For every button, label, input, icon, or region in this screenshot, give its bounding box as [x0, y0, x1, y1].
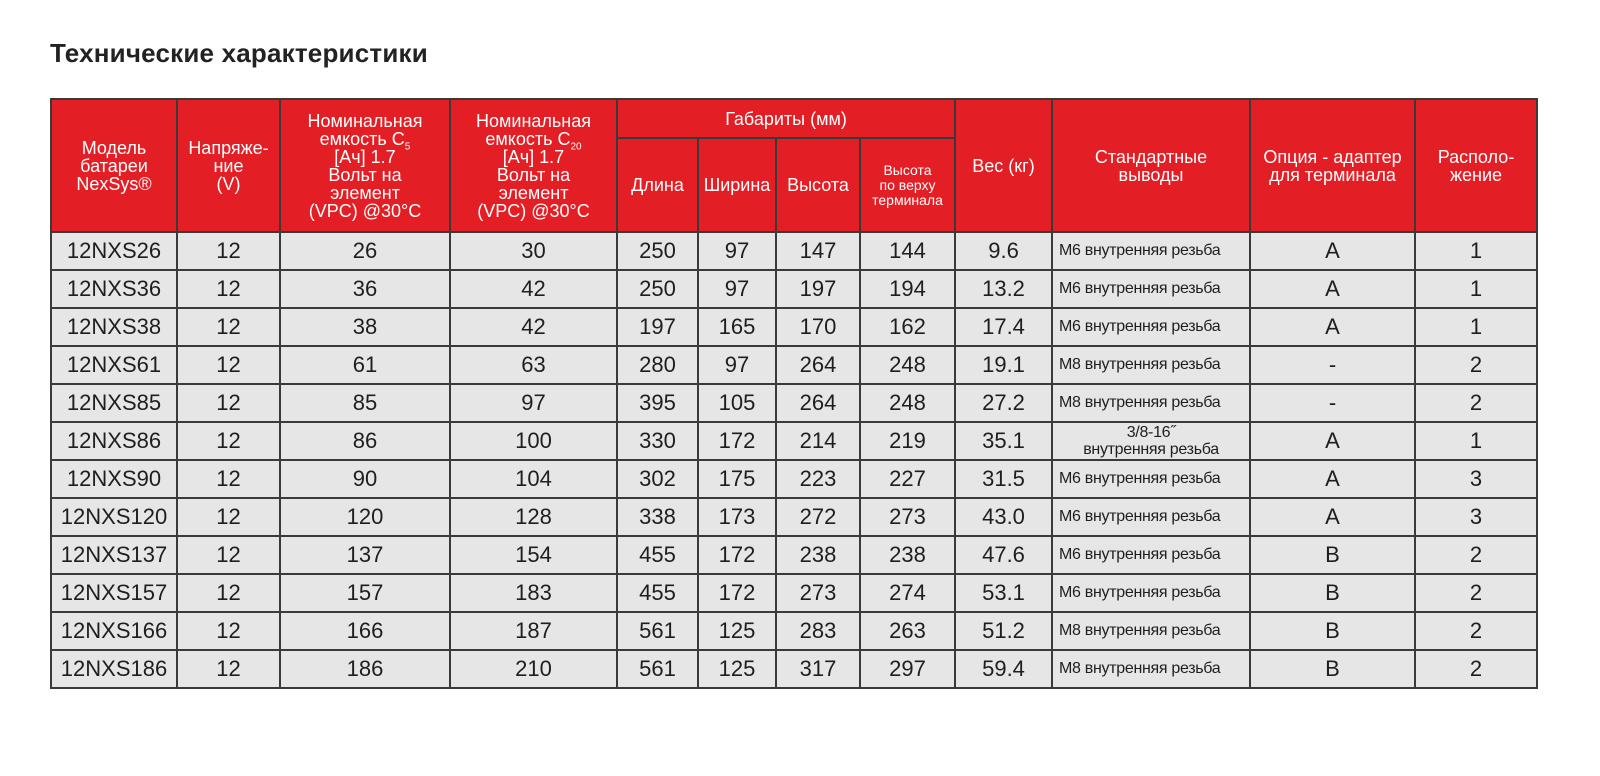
header-length: Длина	[617, 138, 698, 232]
cell-voltage: 12	[177, 308, 280, 346]
cell-adapter: A	[1250, 232, 1415, 270]
cell-capacity-c20: 104	[450, 460, 617, 498]
header-c5-line: [Ач] 1.7	[334, 146, 396, 167]
cell-model: 12NXS38	[51, 308, 177, 346]
cell-capacity-c20: 210	[450, 650, 617, 688]
cell-voltage: 12	[177, 384, 280, 422]
cell-terminals-line: M6 внутренняя резьба	[1059, 584, 1221, 601]
cell-terminals-line: M6 внутренняя резьба	[1059, 242, 1221, 259]
header-terminal-height-line: Высота	[883, 161, 932, 178]
table-row	[51, 232, 1537, 270]
cell-weight: 27.2	[955, 384, 1052, 422]
cell-adapter: A	[1250, 460, 1415, 498]
cell-adapter: A	[1250, 270, 1415, 308]
cell-layout: 1	[1415, 308, 1537, 346]
header-c5-line	[283, 128, 447, 153]
cell-weight: 43.0	[955, 498, 1052, 536]
table-row	[51, 650, 1537, 688]
cell-terminal-height: 162	[860, 308, 955, 346]
cell-voltage: 12	[177, 612, 280, 650]
cell-terminals	[1052, 232, 1250, 270]
cell-terminals	[1052, 650, 1250, 688]
cell-model: 12NXS86	[51, 422, 177, 460]
cell-width: 105	[698, 384, 776, 422]
cell-terminals	[1052, 308, 1250, 346]
cell-length: 561	[617, 650, 698, 688]
cell-terminals	[1052, 384, 1250, 422]
cell-width: 165	[698, 308, 776, 346]
cell-voltage: 12	[177, 460, 280, 498]
cell-height: 273	[776, 574, 860, 612]
header-row-1	[51, 99, 1537, 138]
cell-height: 147	[776, 232, 860, 270]
cell-width: 173	[698, 498, 776, 536]
header-adapter-line: для терминала	[1269, 164, 1396, 185]
cell-length: 197	[617, 308, 698, 346]
cell-voltage: 12	[177, 346, 280, 384]
cell-length: 250	[617, 232, 698, 270]
cell-layout: 1	[1415, 232, 1537, 270]
header-voltage-line: ние	[213, 155, 244, 176]
header-terminal-height	[860, 138, 955, 232]
cell-terminals	[1052, 498, 1250, 536]
header-c20-subscript: 20	[570, 141, 582, 153]
cell-voltage: 12	[177, 536, 280, 574]
header-model-line: батареи	[80, 155, 148, 176]
cell-model: 12NXS166	[51, 612, 177, 650]
cell-width: 97	[698, 346, 776, 384]
cell-adapter: -	[1250, 384, 1415, 422]
table-row	[51, 498, 1537, 536]
cell-width: 172	[698, 574, 776, 612]
header-dimensions: Габариты (мм)	[617, 99, 955, 138]
cell-terminals-line: M6 внутренняя резьба	[1059, 470, 1221, 487]
header-c20-line: [Ач] 1.7	[502, 146, 565, 167]
cell-terminal-height: 194	[860, 270, 955, 308]
header-c20-text: емкость C	[485, 128, 571, 149]
cell-weight: 19.1	[955, 346, 1052, 384]
header-c5-text: емкость C	[319, 128, 405, 149]
cell-height: 272	[776, 498, 860, 536]
cell-terminal-height: 273	[860, 498, 955, 536]
cell-length: 455	[617, 574, 698, 612]
cell-width: 97	[698, 270, 776, 308]
cell-capacity-c5: 186	[280, 650, 450, 688]
cell-capacity-c20: 97	[450, 384, 617, 422]
cell-width: 172	[698, 422, 776, 460]
cell-capacity-c20: 183	[450, 574, 617, 612]
cell-layout: 3	[1415, 498, 1537, 536]
cell-width: 97	[698, 232, 776, 270]
table-header	[51, 99, 1537, 232]
cell-weight: 53.1	[955, 574, 1052, 612]
cell-terminals-line: M8 внутренняя резьба	[1059, 356, 1221, 373]
cell-adapter: B	[1250, 650, 1415, 688]
cell-terminals	[1052, 270, 1250, 308]
cell-capacity-c20: 42	[450, 270, 617, 308]
cell-capacity-c5: 120	[280, 498, 450, 536]
cell-height: 238	[776, 536, 860, 574]
cell-capacity-c20: 100	[450, 422, 617, 460]
cell-height: 283	[776, 612, 860, 650]
table-row	[51, 460, 1537, 498]
header-voltage	[177, 99, 280, 232]
cell-layout: 2	[1415, 384, 1537, 422]
cell-height: 197	[776, 270, 860, 308]
table-row	[51, 612, 1537, 650]
header-height: Высота	[776, 138, 860, 232]
cell-terminals	[1052, 346, 1250, 384]
table-body	[51, 232, 1537, 688]
header-weight: Вес (кг)	[955, 99, 1052, 232]
header-model-line: Модель	[81, 137, 147, 158]
cell-width: 125	[698, 650, 776, 688]
cell-capacity-c5: 61	[280, 346, 450, 384]
cell-adapter: A	[1250, 422, 1415, 460]
cell-terminal-height: 248	[860, 384, 955, 422]
cell-model: 12NXS90	[51, 460, 177, 498]
cell-model: 12NXS186	[51, 650, 177, 688]
cell-terminal-height: 297	[860, 650, 955, 688]
cell-voltage: 12	[177, 270, 280, 308]
header-layout	[1415, 99, 1537, 232]
cell-capacity-c20: 30	[450, 232, 617, 270]
cell-voltage: 12	[177, 232, 280, 270]
cell-layout: 2	[1415, 536, 1537, 574]
cell-layout: 2	[1415, 650, 1537, 688]
header-c5-line: Вольт на	[328, 164, 402, 185]
cell-model: 12NXS85	[51, 384, 177, 422]
cell-width: 175	[698, 460, 776, 498]
header-capacity-c5	[280, 99, 450, 232]
spec-table	[50, 98, 1538, 689]
cell-length: 338	[617, 498, 698, 536]
header-c20-line: (VPC) @30°C	[477, 200, 590, 221]
cell-model: 12NXS120	[51, 498, 177, 536]
cell-length: 302	[617, 460, 698, 498]
cell-length: 250	[617, 270, 698, 308]
cell-voltage: 12	[177, 650, 280, 688]
cell-height: 170	[776, 308, 860, 346]
table-row	[51, 422, 1537, 460]
cell-terminals-line: M6 внутренняя резьба	[1059, 280, 1221, 297]
table-row	[51, 270, 1537, 308]
header-terminals	[1052, 99, 1250, 232]
cell-capacity-c5: 85	[280, 384, 450, 422]
cell-weight: 35.1	[955, 422, 1052, 460]
header-voltage-line: Напряже-	[188, 137, 269, 158]
cell-terminals-line: M6 внутренняя резьба	[1059, 508, 1221, 525]
header-c20-line: Номинальная	[476, 110, 591, 131]
cell-capacity-c5: 38	[280, 308, 450, 346]
cell-terminals	[1052, 422, 1250, 460]
cell-terminals-line: внутренняя резьба	[1083, 441, 1219, 458]
cell-terminals-line: M6 внутренняя резьба	[1059, 318, 1221, 335]
cell-terminal-height: 263	[860, 612, 955, 650]
cell-terminal-height: 227	[860, 460, 955, 498]
cell-height: 214	[776, 422, 860, 460]
cell-model: 12NXS26	[51, 232, 177, 270]
table-row	[51, 384, 1537, 422]
cell-terminal-height: 219	[860, 422, 955, 460]
cell-terminals	[1052, 574, 1250, 612]
table-row	[51, 574, 1537, 612]
header-c20-line: Вольт на	[496, 164, 571, 185]
cell-capacity-c5: 90	[280, 460, 450, 498]
cell-terminals-line: M6 внутренняя резьба	[1059, 546, 1221, 563]
header-width: Ширина	[698, 138, 776, 232]
cell-height: 264	[776, 346, 860, 384]
header-c20-line	[453, 128, 614, 153]
header-model-line: NexSys®	[76, 173, 152, 194]
cell-adapter: A	[1250, 308, 1415, 346]
header-adapter-line: Опция - адаптер	[1263, 146, 1402, 167]
header-terminals-line: выводы	[1118, 164, 1184, 185]
page-title: Технические характеристики	[50, 38, 428, 68]
cell-voltage: 12	[177, 498, 280, 536]
cell-capacity-c20: 187	[450, 612, 617, 650]
table-row	[51, 346, 1537, 384]
cell-length: 561	[617, 612, 698, 650]
cell-length: 395	[617, 384, 698, 422]
header-voltage-line: (V)	[216, 173, 241, 194]
cell-terminals	[1052, 612, 1250, 650]
cell-model: 12NXS36	[51, 270, 177, 308]
cell-terminal-height: 238	[860, 536, 955, 574]
cell-terminals-line: M8 внутренняя резьба	[1059, 394, 1221, 411]
cell-adapter: -	[1250, 346, 1415, 384]
table-row	[51, 308, 1537, 346]
cell-model: 12NXS157	[51, 574, 177, 612]
cell-layout: 2	[1415, 346, 1537, 384]
cell-capacity-c5: 36	[280, 270, 450, 308]
cell-capacity-c5: 166	[280, 612, 450, 650]
cell-model: 12NXS137	[51, 536, 177, 574]
header-c5-line: (VPC) @30°C	[308, 200, 422, 221]
cell-layout: 1	[1415, 422, 1537, 460]
cell-capacity-c5: 86	[280, 422, 450, 460]
cell-height: 223	[776, 460, 860, 498]
cell-terminals	[1052, 460, 1250, 498]
cell-length: 280	[617, 346, 698, 384]
cell-terminal-height: 248	[860, 346, 955, 384]
cell-capacity-c20: 63	[450, 346, 617, 384]
cell-weight: 31.5	[955, 460, 1052, 498]
cell-weight: 51.2	[955, 612, 1052, 650]
cell-layout: 2	[1415, 574, 1537, 612]
cell-length: 330	[617, 422, 698, 460]
header-c5-subscript: 5	[404, 141, 411, 153]
cell-weight: 13.2	[955, 270, 1052, 308]
header-adapter	[1250, 99, 1415, 232]
cell-capacity-c5: 157	[280, 574, 450, 612]
header-terminals-line: Стандартные	[1094, 146, 1208, 167]
cell-voltage: 12	[177, 422, 280, 460]
cell-terminals-line: M8 внутренняя резьба	[1059, 622, 1221, 639]
cell-weight: 59.4	[955, 650, 1052, 688]
cell-length: 455	[617, 536, 698, 574]
cell-adapter: B	[1250, 574, 1415, 612]
cell-capacity-c20: 42	[450, 308, 617, 346]
cell-weight: 47.6	[955, 536, 1052, 574]
header-capacity-c20	[450, 99, 617, 232]
cell-terminals	[1052, 536, 1250, 574]
cell-capacity-c20: 128	[450, 498, 617, 536]
header-layout-line: жение	[1449, 164, 1503, 185]
header-c20-line: элемент	[498, 182, 569, 203]
cell-layout: 2	[1415, 612, 1537, 650]
cell-terminal-height: 274	[860, 574, 955, 612]
cell-adapter: B	[1250, 612, 1415, 650]
cell-capacity-c5: 26	[280, 232, 450, 270]
table-row	[51, 536, 1537, 574]
header-c5-line: элемент	[330, 182, 400, 203]
cell-width: 172	[698, 536, 776, 574]
header-model	[51, 99, 177, 232]
cell-weight: 9.6	[955, 232, 1052, 270]
cell-width: 125	[698, 612, 776, 650]
cell-voltage: 12	[177, 574, 280, 612]
cell-terminal-height: 144	[860, 232, 955, 270]
cell-capacity-c5: 137	[280, 536, 450, 574]
cell-model: 12NXS61	[51, 346, 177, 384]
cell-adapter: B	[1250, 536, 1415, 574]
header-c5-line: Номинальная	[307, 110, 423, 131]
cell-layout: 3	[1415, 460, 1537, 498]
cell-height: 264	[776, 384, 860, 422]
cell-weight: 17.4	[955, 308, 1052, 346]
cell-terminals-line: 3/8-16˝	[1126, 424, 1176, 441]
header-layout-line: Располо-	[1437, 146, 1515, 167]
cell-adapter: A	[1250, 498, 1415, 536]
cell-capacity-c20: 154	[450, 536, 617, 574]
cell-layout: 1	[1415, 270, 1537, 308]
cell-height: 317	[776, 650, 860, 688]
cell-terminals-line: M8 внутренняя резьба	[1059, 660, 1221, 677]
header-terminal-height-line: терминала	[872, 191, 943, 208]
header-terminal-height-line: по верху	[879, 176, 936, 193]
